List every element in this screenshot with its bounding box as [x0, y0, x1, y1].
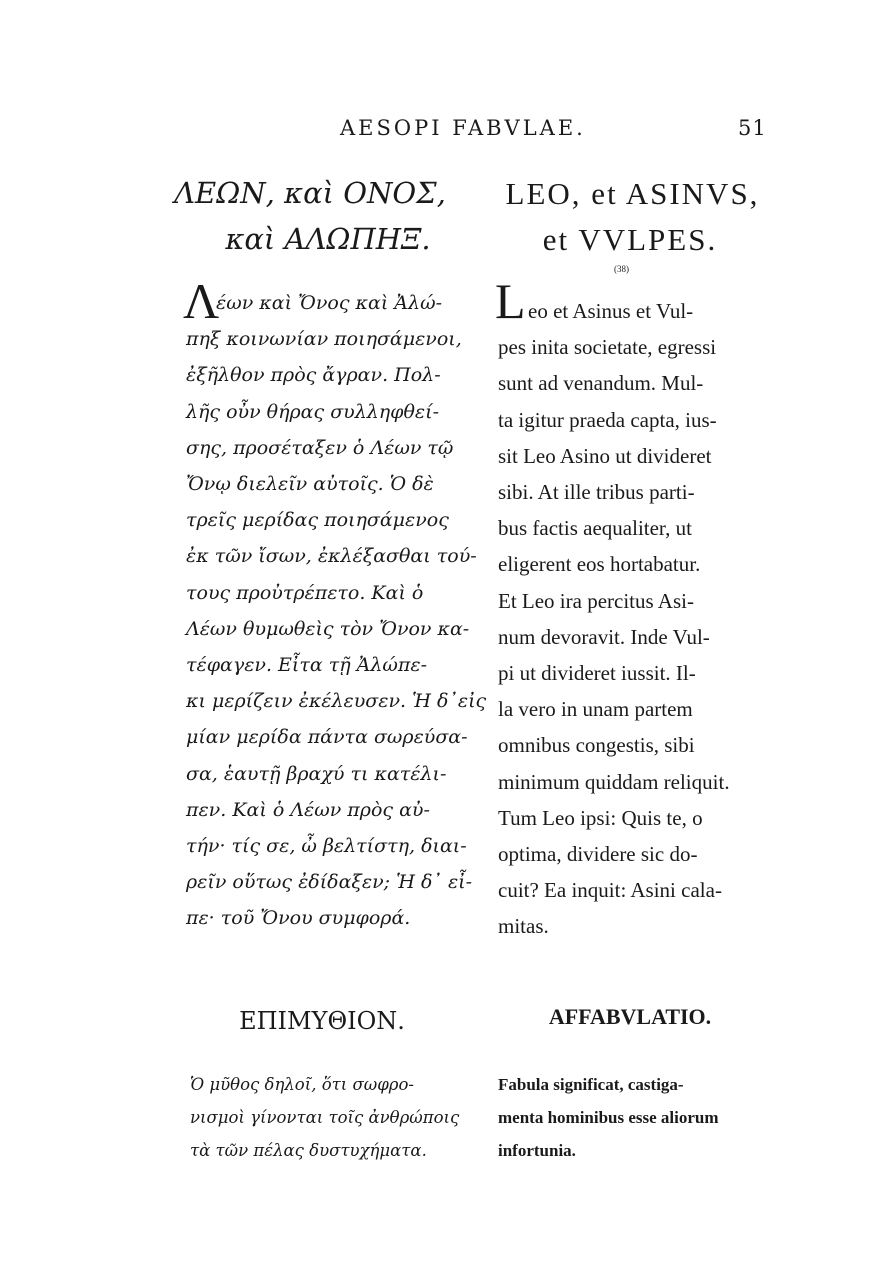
text-line: πηξ κοινωνίαν ποιησάμενοι, — [186, 328, 462, 351]
text-line: Λέων θυμωθεὶς τὸν Ὄνον κα- — [186, 617, 470, 640]
text-line: τήν· τίς σε, ὦ βελτίστη, διαι- — [186, 835, 467, 857]
greek-moral-line: νισμοὶ γίνονται τοῖς ἀνθρώποις — [190, 1108, 460, 1127]
latin-moral-line: Fabula significat, castiga- — [498, 1075, 684, 1094]
text-line: eo et Asinus et Vul- — [528, 299, 694, 323]
text-line: optima, dividere sic do- — [498, 842, 698, 866]
text-line: κι μερίζειν ἐκέλευσεν. Ἡ δ᾽εἰς — [186, 690, 487, 713]
latin-title-line1: LEO, et ASINVS, — [505, 176, 760, 211]
text-line: bus factis aequaliter, ut — [498, 516, 692, 541]
text-line: pes inita societate, egressi — [498, 335, 717, 360]
text-line: τρεῖς μερίδας ποιησάμενος — [186, 509, 449, 532]
text-line: τους προὐτρέπετο. Καὶ ὁ — [186, 581, 424, 604]
text-line: σα, ἑαυτῇ βραχύ τι κατέλι- — [186, 762, 447, 785]
text-line: πεν. Καὶ ὁ Λέων πρὸς αὐ- — [186, 798, 430, 821]
page-number: 51 — [738, 116, 767, 140]
text-line: ta igitur praeda capta, ius- — [498, 407, 717, 432]
running-title: AESOPI FABVLAE. — [340, 116, 586, 140]
text-line: Et Leo ira percitus Asi- — [498, 588, 694, 613]
greek-title-line2: καὶ ΑΛΩΠΗΞ. — [225, 222, 431, 256]
text-line: Ὄνῳ διελεῖν αὐτοῖς. Ὁ δὲ — [186, 473, 434, 495]
text-line: ρεῖν οὕτως ἐδίδαξεν; Ἡ δ᾽ εἶ- — [186, 871, 473, 894]
latin-title-line2: et VVLPES. — [542, 222, 718, 257]
text-line: έων καὶ Ὄνος καὶ Ἀλώ- — [216, 292, 442, 314]
text-line: sunt ad venandum. Mul- — [498, 371, 704, 396]
latin-moral-line: infortunia. — [498, 1141, 576, 1160]
greek-dropcap: Λ — [183, 273, 220, 329]
text-line: omnibus congestis, sibi — [498, 733, 695, 758]
text-line: λῆς οὖν θήρας συλληφθεί- — [186, 400, 439, 423]
text-line: ἐξῆλθον πρὸς ἄγραν. Πολ- — [186, 364, 441, 387]
latin-moral-heading: AFFABVLATIO. — [548, 1004, 712, 1029]
latin-dropcap: L — [495, 273, 526, 329]
text-line: pi ut divideret iussit. Il- — [498, 661, 696, 685]
greek-moral-line: τὰ τῶν πέλας δυστυχήματα. — [190, 1141, 427, 1160]
text-line: sit Leo Asino ut divideret — [498, 443, 712, 468]
footnote-marker: (38) — [614, 264, 629, 274]
text-line: cuit? Ea inquit: Asini cala- — [498, 878, 722, 903]
text-line: mitas. — [498, 914, 549, 939]
greek-title-line1: ΛΕΩΝ, καὶ ΟΝΟΣ, — [174, 176, 446, 210]
text-line: minimum quiddam reliquit. — [498, 769, 730, 794]
text-line: σης, προσέταξεν ὁ Λέων τῷ — [186, 436, 454, 459]
text-line: eligerent eos hortabatur. — [498, 552, 701, 577]
greek-moral-heading: ΕΠΙΜΥΘΙΟΝ. — [239, 1007, 405, 1035]
text-line: sibi. At ille tribus parti- — [498, 480, 695, 504]
text-line: Tum Leo ipsi: Quis te, o — [498, 805, 703, 830]
text-line: la vero in unam partem — [498, 697, 693, 722]
greek-moral-line: Ὁ μῦθος δηλοῖ, ὅτι σωφρο- — [190, 1075, 414, 1094]
text-line: πε· τοῦ Ὄνου συμφορά. — [186, 907, 411, 930]
text-line: μίαν μερίδα πάντα σωρεύσα- — [186, 726, 468, 749]
text-line: num devoravit. Inde Vul- — [498, 624, 710, 649]
text-line: τέφαγεν. Εἶτα τῇ Ἀλώπε- — [186, 654, 428, 676]
text-line: ἐκ τῶν ἴσων, ἐκλέξασθαι τού- — [186, 545, 477, 568]
latin-moral-line: menta hominibus esse aliorum — [498, 1108, 719, 1127]
